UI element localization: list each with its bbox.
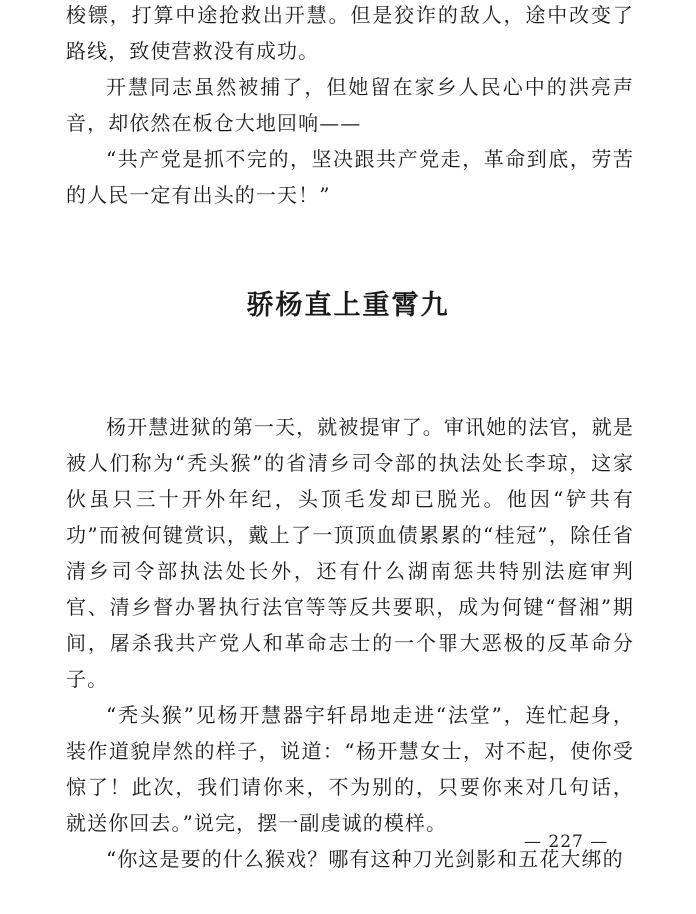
page-number: — 227 — — [524, 832, 609, 852]
paragraph: 杨开慧进狱的第一天，就被提审了。审讯她的法官，就是被人们称为“秃头猴”的省清乡司令部的执法处长李琼，这家伙虽只三十开外年纪，头顶毛发却已脱光。他因“铲共有功”而被何键赏识，戴上了一顶顶血债累累的“桂冠”，除任省清乡司令部执法处长外，还有什么湖南惩共特别法庭审判官、清乡督办署执行法官等等反共要职，成为何键“督湘”期间，屠杀我共产党人和革命志士的一个罪大恶极的反革命分子。 — [66, 415, 634, 691]
paragraph: “你这是要的什么猴戏？哪有这种刀光剑影和五花大绑的 — [106, 847, 624, 871]
paragraph: 开慧同志虽然被捕了，但她留在家乡人民心中的洪亮声音，却依然在板仓大地回响—— — [66, 75, 634, 135]
paragraph: “共产党是抓不完的，坚决跟共产党走，革命到底，劳苦的人民一定有出头的一天！” — [66, 147, 634, 207]
chapter-body — [66, 409, 634, 877]
chapter-title: 骄杨直上重霄九 — [246, 290, 450, 321]
paragraph: 梭镖，打算中途抢救出开慧。但是狡诈的敌人，途中改变了路线，致使营救没有成功。 — [66, 3, 634, 63]
paragraph: “秃头猴”见杨开慧器宇轩昂地走进“法堂”，连忙起身，装作道貌岸然的样子，说道：“杨开慧女士，对不起，使你受惊了！此次，我们请你来，不为别的，只要你来对几句话，就送你回去。”说完，摆一副虔诚的模样。 — [66, 703, 634, 835]
previous-chapter-ending — [66, 0, 634, 213]
